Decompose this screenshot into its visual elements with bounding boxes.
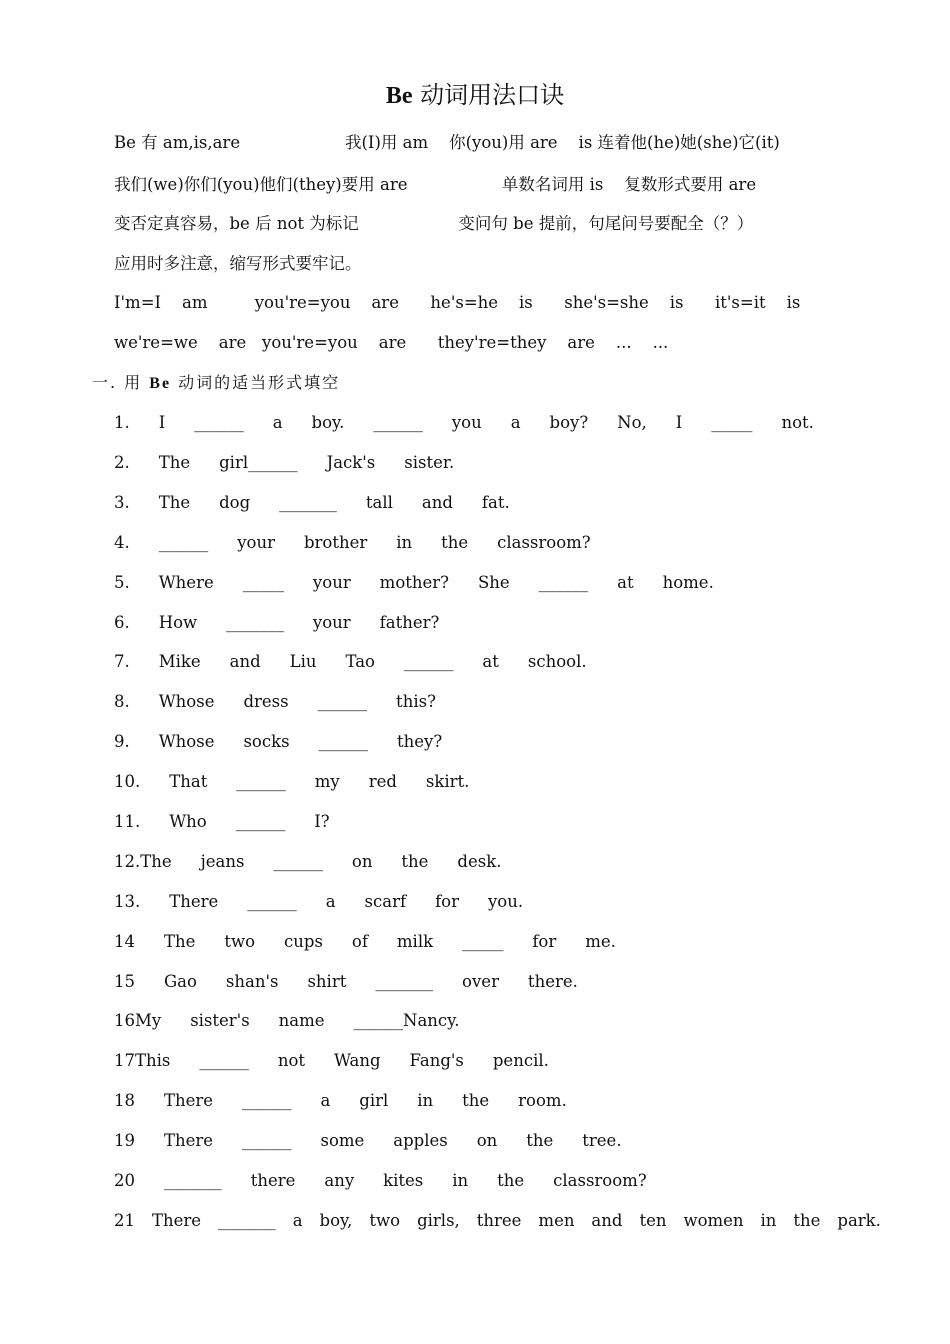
question-item: 9. Whose socks ______ they? [114,732,443,751]
question-item: 5. Where _____ your mother? She ______ at home. [114,573,714,592]
question-item: 21 There _______ a boy, two girls, three men and ten women in the park. [114,1211,881,1230]
section-prefix: 一. 用 [92,373,150,392]
question-item: 15 Gao shan's shirt _______ over there. [114,972,578,991]
question-item: 17This ______ not Wang Fang's pencil. [114,1051,549,1070]
question-item: 4. ______ your brother in the classroom? [114,533,591,552]
rule-line-1: Be 有 am,is,are 我(I)用 am 你(you)用 are is 连着他(he)她(she)它(it) [114,133,780,152]
page-title [0,78,950,113]
section-bold: Be [149,375,172,392]
question-item: 20 _______ there any kites in the classroom? [114,1171,647,1190]
question-item: 3. The dog _______ tall and fat. [114,493,510,512]
title-rest: 动词用法口诀 [412,81,565,109]
section-heading [92,371,340,396]
question-item: 19 There ______ some apples on the tree. [114,1131,622,1150]
rule-line-2: 我们(we)你们(you)他们(they)要用 are 单数名词用 is 复数形式要用 are [114,175,757,194]
question-item: 8. Whose dress ______ this? [114,692,436,711]
question-item: 6. How _______ your father? [114,613,440,632]
rule-line-4: 应用时多注意，缩写形式要牢记。 [114,254,362,273]
question-item: 1. I ______ a boy. ______ you a boy? No, I _____ not. [114,413,814,432]
title-bold-part: Be [385,83,413,109]
question-item: 12.The jeans ______ on the desk. [114,852,502,871]
contraction-line-2: we're=we are you're=you are they're=they are ... ... [114,333,669,352]
question-item: 10. That ______ my red skirt. [114,772,470,791]
question-item: 16My sister's name ______Nancy. [114,1011,460,1030]
question-item: 14 The two cups of milk _____ for me. [114,932,616,951]
question-item: 18 There ______ a girl in the room. [114,1091,567,1110]
question-item: 11. Who ______ I? [114,812,330,831]
question-item: 13. There ______ a scarf for you. [114,892,524,911]
rule-line-3: 变否定真容易，be 后 not 为标记 变问句 be 提前，句尾问号要配全（？） [114,214,754,233]
question-item: 7. Mike and Liu Tao ______ at school. [114,652,587,671]
section-suffix: 动词的适当形式填空 [171,373,341,392]
contraction-line-1: I'm=I am you're=you are he's=he is she's=she is it's=it is [114,293,801,312]
question-item: 2. The girl______ Jack's sister. [114,453,455,472]
